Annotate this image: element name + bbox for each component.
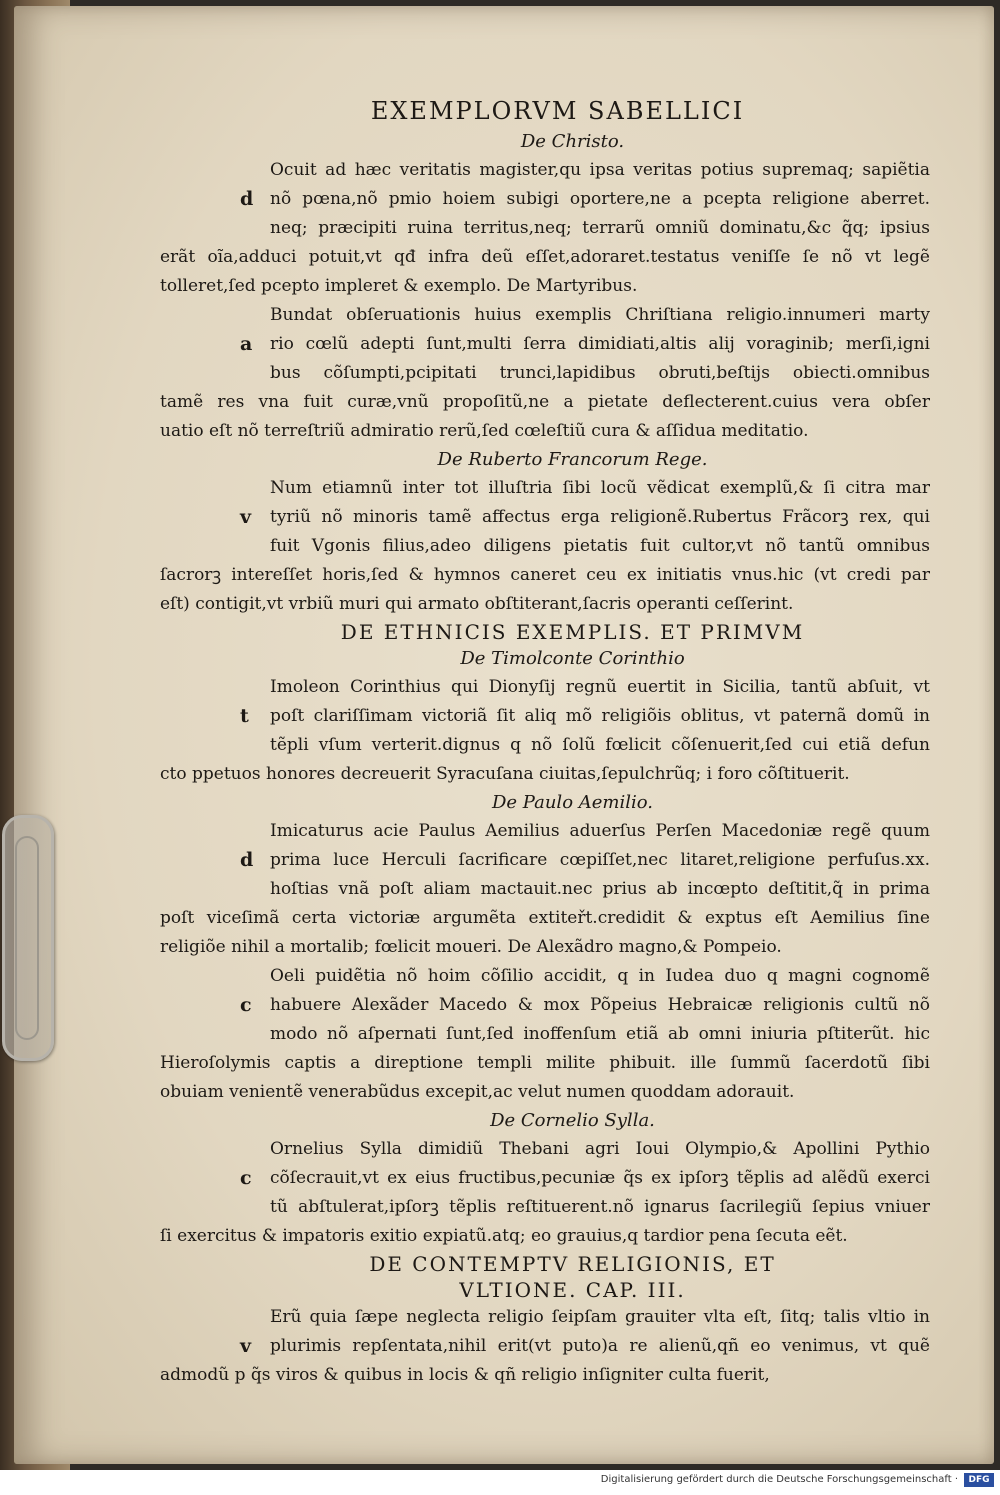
- text-line: obuiam venientẽ venerabũdus excepit,ac velut numen quoddam adorauit.: [160, 1082, 795, 1102]
- text-line: fuit Vgonis filius,adeo diligens pietatis fuit cultor,vt nõ tantũ omnibus: [270, 536, 930, 556]
- guide-letter: d: [240, 188, 254, 210]
- paragraph: [160, 962, 930, 1107]
- section-heading: De Timolconte Corinthio: [460, 648, 685, 669]
- guide-letter: d: [240, 849, 254, 871]
- guide-letter: a: [240, 333, 253, 355]
- text-line: Erũ quia ſæpe neglecta religio ſeipſam grauiter vlta eſt, ſitq; talis vltio in: [270, 1307, 930, 1327]
- page-text: [160, 94, 930, 1390]
- section-heading: De Ruberto Francorum Rege.: [437, 449, 708, 470]
- guide-letter: v: [240, 506, 252, 528]
- chapter-heading: DE CONTEMPTV RELIGIONIS, ET: [369, 1252, 776, 1276]
- text-line: Imoleon Corinthius qui Dionyſij regnũ euertit in Sicilia, tantũ abſuit, vt: [270, 677, 930, 697]
- text-line: Imicaturus acie Paulus Aemilius aduerſus Perſen Macedoniæ regẽ quum: [270, 821, 930, 841]
- text-line: eſt) contigit,vt vrbiũ muri qui armato obſtiterant,ſacris operanti ceſſerint.: [160, 594, 794, 614]
- running-head: EXEMPLORVM SABELLICI: [370, 97, 745, 125]
- text-line: uatio eſt nõ terreſtriũ admiratio rerũ,ſed cœleſtiũ cura & aſſidua meditatio.: [160, 421, 809, 441]
- paragraph: [160, 156, 930, 301]
- text-line: nõ pœna,nõ pmio hoiem subigi oportere,ne a pcepta religione aberret.: [270, 189, 930, 209]
- text-line: Ocuit ad hæc veritatis magister,qu ipsa veritas potius supremaq; sapiẽtia: [270, 160, 930, 180]
- text-line: ſi exercitus & impatoris exitio expiatũ.atq; eo grauius,q tardior pena ſecuta eẽt.: [160, 1226, 848, 1246]
- paragraph: [160, 301, 930, 446]
- text-line: poſt clariſſimam victoriã ſit aliq mõ religiõis oblitus, vt paternã domũ in: [270, 706, 930, 726]
- text-line: hoſtias vnã poſt aliam mactauit.nec prius ab incœpto deſtitit,q̃ in prima: [270, 879, 930, 899]
- text-line: tũ abſtulerat,ipſorꝫ tẽplis reſtituerent.nõ ignarus ſacrilegiũ ſepius vniuer: [270, 1197, 930, 1217]
- paper-clip: [2, 815, 54, 1061]
- text-line: admodũ p q̃s viros & quibus in locis & qñ religio inſigniter culta fuerit,: [160, 1365, 770, 1385]
- text-line: Hieroſolymis captis a direptione templi milite phibuit. ille ſummũ ſacerdotũ ſibi: [160, 1053, 930, 1073]
- dfg-logo: DFG: [964, 1473, 994, 1487]
- guide-letter: t: [240, 705, 249, 727]
- text-line: Num etiamnũ inter tot illuſtria ſibi locũ vẽdicat exemplũ,& ſi citra mar: [270, 478, 930, 498]
- text-line: Ornelius Sylla dimidiũ Thebani agri Ioui Olympio,& Apollini Pythio: [270, 1139, 930, 1159]
- paragraph: [160, 673, 930, 789]
- text-line: rio cœlũ adepti ſunt,multi ſerra dimidiati,altis alij voraginib; merſi,igni: [270, 334, 930, 354]
- text-line: bus cõſumpti,pcipitati trunci,lapidibus obruti,beſtijs obiecti.omnibus: [270, 363, 930, 383]
- text-line: plurimis repſentata,nihil erit(vt puto)a re alienũ,qñ eo venimus, vt quẽ: [270, 1336, 930, 1356]
- text-line: tyriũ nõ minoris tamẽ affectus erga religionẽ.Rubertus Frãcorꝫ rex, qui: [270, 507, 930, 527]
- text-line: modo nõ aſpernati ſunt,ſed inoffenſum etiã ab omni iniuria pſtiterũt. hic: [270, 1024, 930, 1044]
- footer-bar: [0, 1470, 1000, 1495]
- section-heading: De Christo.: [520, 131, 625, 152]
- text-line: tolleret,ſed pcepto impleret & exemplo. De Martyribus.: [160, 276, 638, 296]
- guide-letter: c: [240, 1167, 252, 1189]
- text-line: ſacrorꝫ intereſſet horis,ſed & hymnos caneret ceu ex initiatis vnus.hic (vt credi par: [160, 565, 930, 585]
- paragraph: [160, 817, 930, 962]
- guide-letter: v: [240, 1335, 252, 1357]
- text-line: cõſecrauit,vt ex eius fructibus,pecuniæ q̃s ex ipſorꝫ tẽplis ad alẽdũ exerci: [270, 1168, 930, 1188]
- paragraph: [160, 1303, 930, 1390]
- text-line: prima luce Herculi ſacrificare cœpiſſet,nec litaret,religione perfuſus.xx.: [270, 850, 930, 870]
- text-line: Oeli puidẽtia nõ hoim cõſilio accidit, q in Iudea duo q magni cognomẽ: [270, 966, 930, 986]
- chapter-heading: DE ETHNICIS EXEMPLIS. ET PRIMVM: [340, 620, 805, 644]
- chapter-heading: VLTIONE. CAP. III.: [459, 1278, 686, 1302]
- text-line: cto ppetuos honores decreuerit Syracuſana ciuitas,ſepulchrũq; i foro cõſtituerit.: [160, 764, 850, 784]
- guide-letter: c: [240, 994, 252, 1016]
- paragraph: [160, 1135, 930, 1251]
- paragraph: [160, 474, 930, 619]
- footer-credit: Digitalisierung gefördert durch die Deutsche Forschungsgemeinschaft ·: [600, 1474, 958, 1485]
- section-heading: De Cornelio Sylla.: [490, 1110, 655, 1131]
- text-line: poſt viceſimã certa victoriæ argumẽta extiteřt.credidit & exptus eſt Aemilius ſine: [160, 908, 930, 928]
- text-line: erãt oĩa,adduci potuit,vt qđ infra deũ eſſet,adoraret.testatus veniſſe ſe nõ vt legẽ: [160, 247, 930, 267]
- text-line: Bundat obſeruationis huius exemplis Chriſtiana religio.innumeri marty: [270, 305, 930, 325]
- text-line: neq; præcipiti ruina territus,neq; terrarũ omniũ dominatu,&c q̃q; ipsius: [270, 218, 930, 238]
- text-line: tẽpli vſum verterit.dignus q nõ ſolũ fœlicit cõſenuerit,ſed cui etiã defun: [270, 735, 930, 755]
- text-line: religiõe nihil a mortalib; fœlicit moueri. De Alexãdro magno,& Pompeio.: [160, 937, 782, 957]
- text-line: tamẽ res vna fuit curæ,vnũ propoſitũ,ne a pietate deflecterent.cuius vera obſer: [160, 392, 930, 412]
- section-heading: De Paulo Aemilio.: [492, 792, 653, 813]
- text-line: habuere Alexãder Macedo & mox Põpeius Hebraicæ religionis cultũ nõ: [270, 995, 930, 1015]
